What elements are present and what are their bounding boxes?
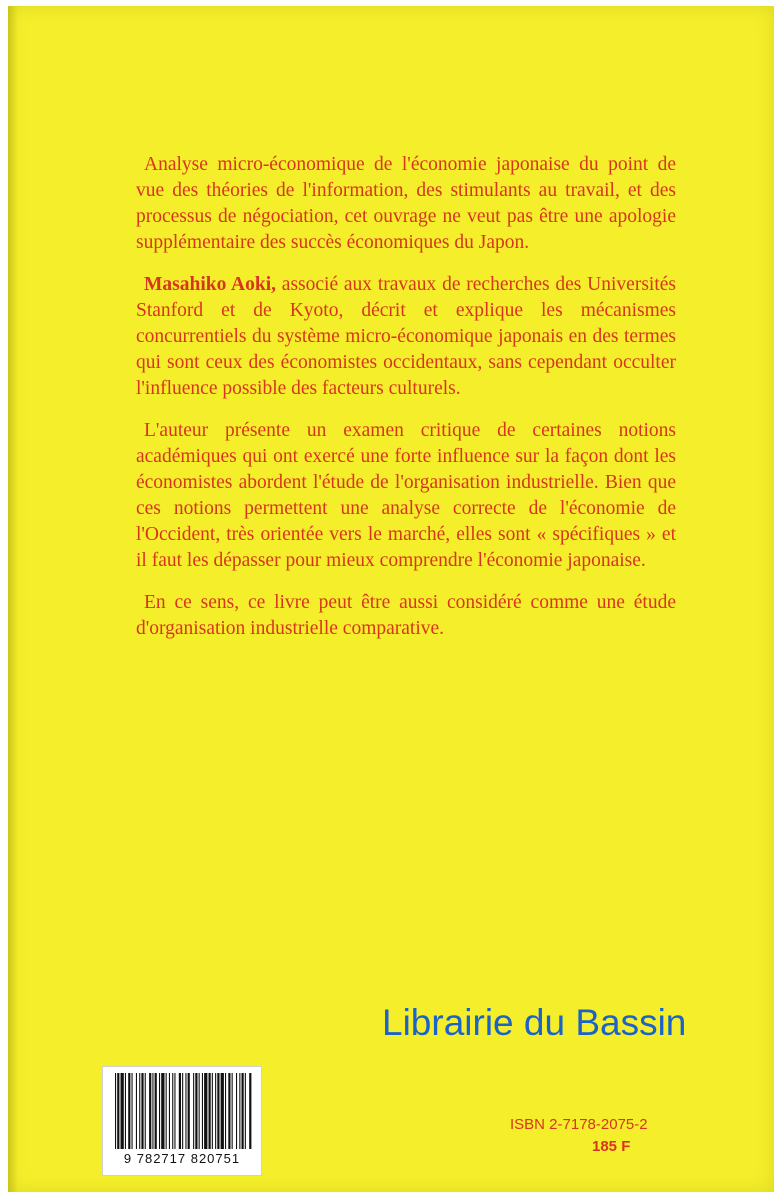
barcode bbox=[102, 1066, 262, 1176]
author-name: Masahiko Aoki, bbox=[144, 274, 277, 295]
barcode-bars bbox=[113, 1073, 253, 1149]
isbn-number: ISBN 2-7178-2075-2 bbox=[510, 1116, 648, 1133]
price-label: 185 F bbox=[592, 1138, 631, 1155]
blurb-paragraph-4: En ce sens, ce livre peut être aussi considéré comme une étude d'organisation industrielle comparative. bbox=[136, 592, 676, 639]
bookseller-watermark: Librairie du Bassin bbox=[382, 1002, 687, 1043]
blurb-paragraph-2-text: associé aux travaux de recherches des Universités Stanford et de Kyoto, décrit et explique les mécanismes concurrentiels du système micro-économique japonais en des termes qui sont ceux des économistes occidentaux, sans cependant occulter l'influence possible des facteurs culturels. bbox=[136, 274, 676, 399]
barcode-digits: 9 782717 820751 bbox=[123, 1151, 241, 1166]
blurb-paragraph-3: L'auteur présente un examen critique de certaines notions académiques qui ont exercé une forte influence sur la façon dont les économistes abordent l'étude de l'organisation industrielle. Bien que ces notions permettent une analyse correcte de l'économie de l'Occident, très orientée vers le marché, elles sont « spécifiques » et il faut les dépasser pour mieux comprendre l'économie japonaise. bbox=[136, 420, 676, 571]
back-cover-blurb bbox=[136, 152, 676, 658]
blurb-paragraph-2 bbox=[136, 272, 676, 402]
blurb-paragraph-1: Analyse micro-économique de l'économie japonaise du point de vue des théories de l'information, des stimulants au travail, et des processus de négociation, cet ouvrage ne veut pas être une apologie supplémentaire des succès économiques du Japon. bbox=[136, 154, 676, 253]
cover-edge-shadow bbox=[8, 6, 18, 1192]
